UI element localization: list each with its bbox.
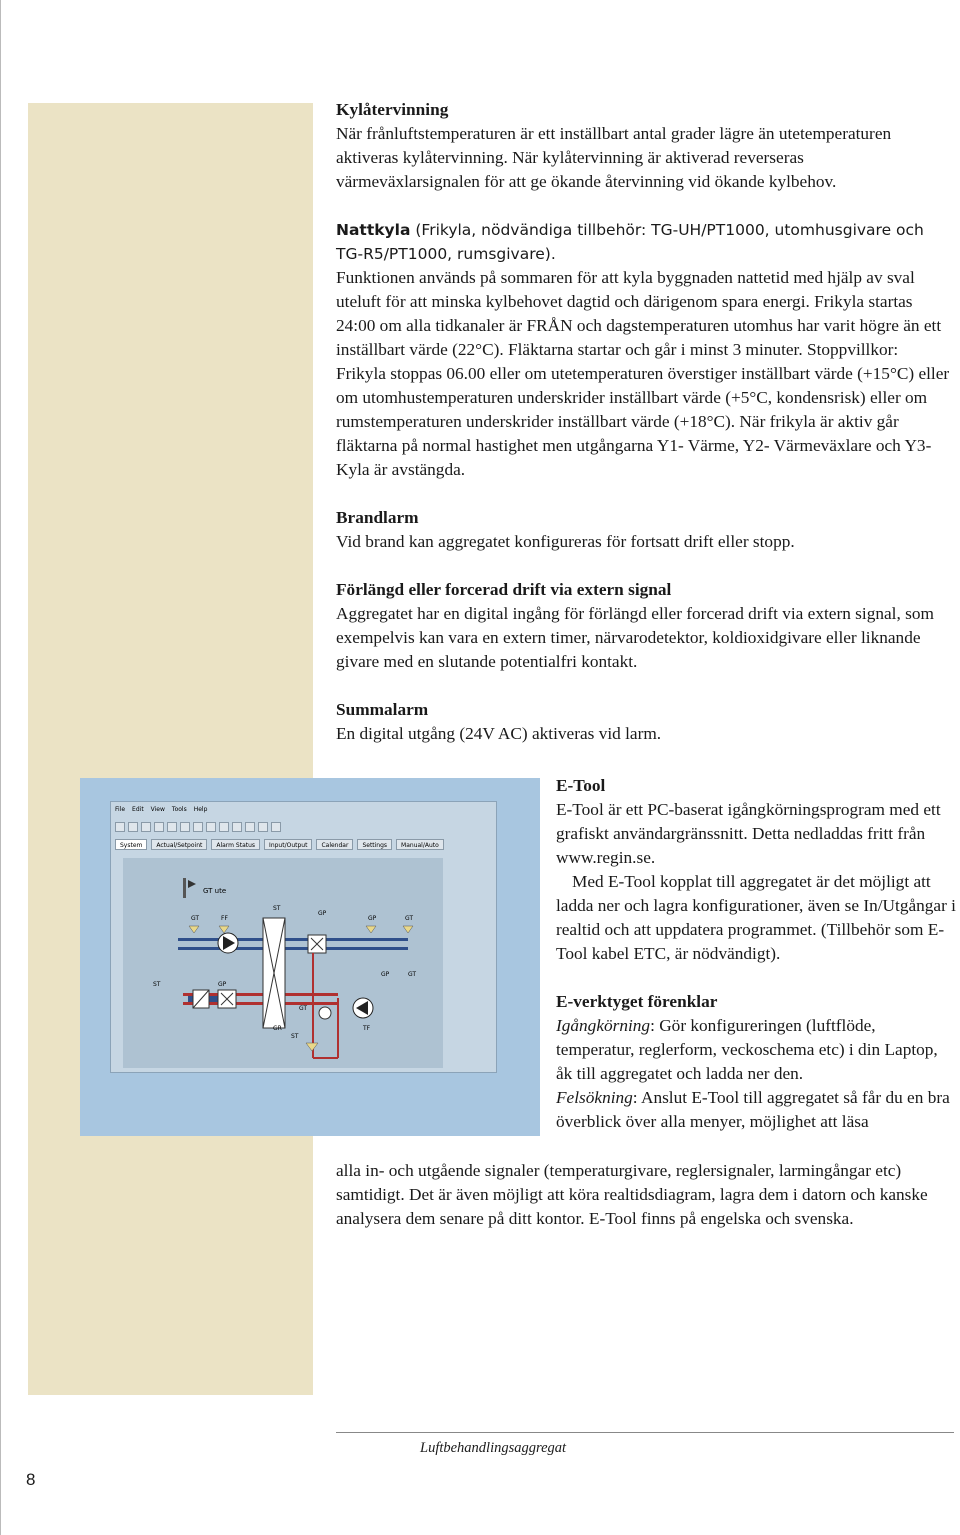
valve-icon — [306, 1043, 318, 1051]
chart-icon[interactable] — [245, 822, 255, 832]
everktyget-continuation — [336, 1159, 951, 1231]
label-st-2: ST — [153, 981, 161, 988]
body-etool-2: Med E-Tool kopplat till aggregatet är det möjligt att ladda ner och lagra konfigurationer, även se In/Utgångar i realtid och att uppdatera programmet. (Tillbehör som E-Tool kabel ETC, är nödvändigt). — [556, 872, 956, 963]
sidebar-panel — [28, 103, 313, 1395]
item1-text: : Gör konfigureringen (luftflöde, temperatur, reglerform, veckoschema etc) i din Laptop, åk till aggregatet och ladda ner den. — [556, 1016, 938, 1083]
label-gp-1: GP — [318, 910, 327, 917]
main-column — [336, 98, 951, 770]
etool-menubar — [115, 806, 207, 815]
print-icon[interactable] — [232, 822, 242, 832]
item2-label: Felsökning — [556, 1088, 633, 1107]
refresh-icon[interactable] — [206, 822, 216, 832]
body-kylatervinning: När frånluftstemperaturen är ett inställbart antal grader lägre än utetemperaturen aktiveras kylåtervinning. När kylåtervinning är aktiverad reverseras värmeväxlarsignalen för att ge ökande återvinning vid ökande kylbehov. — [336, 124, 892, 191]
settings-icon[interactable] — [219, 822, 229, 832]
save-icon[interactable] — [141, 822, 151, 832]
section-forlangd — [336, 578, 951, 674]
label-gt-ute: GT ute — [203, 887, 227, 895]
body-brandlarm: Vid brand kan aggregatet konfigureras för fortsatt drift eller stopp. — [336, 532, 795, 551]
label-gp-2: GP — [368, 915, 377, 922]
tab-calendar[interactable]: Calendar — [316, 839, 353, 850]
footer-title: Luftbehandlingsaggregat — [420, 1440, 567, 1456]
label-gt-1: GT — [191, 915, 200, 922]
label-gp-4: GP — [381, 971, 390, 978]
ahu-system-diagram — [123, 858, 443, 1068]
info-icon[interactable] — [271, 822, 281, 832]
tab-actual-setpoint[interactable]: Actual/Setpoint — [151, 839, 207, 850]
menu-edit[interactable]: Edit — [132, 806, 144, 813]
heading-etool: E-Tool — [556, 776, 606, 795]
tab-manual-auto[interactable]: Manual/Auto — [396, 839, 444, 850]
body-summalarm: En digital utgång (24V AC) aktiveras vid larm. — [336, 724, 662, 743]
footer-divider — [336, 1432, 954, 1433]
everktyget-item-1 — [556, 1014, 956, 1086]
etool-toolbar — [115, 822, 281, 834]
tab-system[interactable]: System — [115, 839, 147, 850]
disconnect-icon[interactable] — [167, 822, 177, 832]
nattkyla-heading-suffix: (Frikyla, nödvändiga tillbehör: TG-UH/PT1000, utomhusgivare och TG-R5/PT1000, rumsgivare). — [336, 221, 924, 263]
nattkyla-intro — [336, 218, 951, 266]
item1-label: Igångkörning — [556, 1016, 651, 1035]
menu-view[interactable]: View — [150, 806, 165, 813]
supply-duct-top — [178, 938, 408, 941]
connect-icon[interactable] — [154, 822, 164, 832]
heading-everktyget: E-verktyget förenklar — [556, 992, 718, 1011]
item2-text-a: : Anslut E-Tool till aggregatet så får du en bra överblick över alla menyer, möjlighet att läsa — [556, 1088, 950, 1131]
menu-help[interactable]: Help — [193, 806, 208, 813]
flow-sensor-icon — [219, 926, 229, 933]
section-nattkyla — [336, 218, 951, 482]
label-gr: GR — [273, 1025, 282, 1032]
page-number: 8 — [26, 1470, 36, 1489]
temp-sensor-icon — [189, 926, 199, 933]
supply-duct-bottom — [178, 947, 408, 950]
download-icon[interactable] — [180, 822, 190, 832]
etool-tabbar — [115, 839, 444, 851]
section-summalarm — [336, 698, 951, 746]
label-gt-2: GT — [405, 915, 414, 922]
item2-text-b: alla in- och utgående signaler (temperaturgivare, reglersignaler, larmingångar etc) samtidigt. Det är även möjligt att köra realtidsdiagram, lagra dem i datorn och kanske analysera dem senare på ditt kontor. E-Tool finns på engelska och svenska. — [336, 1161, 928, 1228]
label-st-1: ST — [273, 905, 281, 912]
body-nattkyla: Funktionen används på sommaren för att kyla byggnaden nattetid med hjälp av sval uteluft för att minska kylbehovet dagtid och därigenom spara energi. Frikyla startas 24:00 om alla tidkanaler är FRÅN och dagstemperaturen utomhus har varit högre än ett inställbart värde (22°C). Fläktarna startar och går i minst 3 minuter. Stoppvillkor: Frikyla stoppas 06.00 eller om utetemperaturen överstiger inställbart värde (+15°C) eller om utomhustemperaturen underskrider inställbart värde (+5°C, kondensrisk) eller om rumstemperaturen underskrider inställbart värde (+18°C). När frikyla är aktiv går fläktarna på normal hastighet men utgångarna Y1- Värme, Y2- Värmeväxlare och Y3-Kyla är avstängda. — [336, 268, 950, 479]
label-ff: FF — [221, 915, 228, 922]
pump-icon — [319, 1007, 331, 1019]
heading-summalarm: Summalarm — [336, 700, 429, 719]
label-gp-3: GP — [218, 981, 227, 988]
body-forlangd: Aggregatet har en digital ingång för förlängd eller forcerad drift via extern signal, som exempelvis kan vara en extern timer, närvarodetektor, koldioxidgivare eller liknande givare med en slutande potentialfri kontakt. — [336, 604, 934, 671]
open-folder-icon[interactable] — [128, 822, 138, 832]
tab-input-output[interactable]: Input/Output — [264, 839, 312, 850]
page-edge-rule — [0, 0, 1, 1535]
new-file-icon[interactable] — [115, 822, 125, 832]
label-st-3: ST — [291, 1033, 299, 1040]
label-tf: TF — [363, 1025, 371, 1032]
pressure-sensor-icon — [366, 926, 376, 933]
menu-file[interactable]: File — [115, 806, 126, 813]
everktyget-item-2 — [556, 1086, 956, 1134]
heading-kylatervinning: Kylåtervinning — [336, 100, 449, 119]
etool-app-window — [110, 801, 497, 1073]
heading-brandlarm: Brandlarm — [336, 508, 419, 527]
heading-nattkyla: Nattkyla — [336, 221, 411, 239]
tab-alarm-status[interactable]: Alarm Status — [211, 839, 260, 850]
tab-settings[interactable]: Settings — [357, 839, 392, 850]
upload-icon[interactable] — [193, 822, 203, 832]
heading-forlangd: Förlängd eller forcerad drift via extern signal — [336, 580, 672, 599]
label-gt-3: GT — [408, 971, 417, 978]
outdoor-sensor-icon — [183, 878, 196, 898]
temp-sensor-icon — [403, 926, 413, 933]
section-kylatervinning — [336, 98, 951, 194]
system-diagram-canvas — [123, 858, 443, 1068]
help-icon[interactable] — [258, 822, 268, 832]
menu-tools[interactable]: Tools — [171, 806, 187, 813]
body-etool-1: E-Tool är ett PC-baserat igångkörningsprogram med ett grafiskt användargränssnitt. Detta nedladdas fritt från www.regin.se. — [556, 800, 941, 867]
etool-column — [556, 774, 956, 1134]
section-brandlarm — [336, 506, 951, 554]
label-gt-4: GT — [299, 1005, 308, 1012]
